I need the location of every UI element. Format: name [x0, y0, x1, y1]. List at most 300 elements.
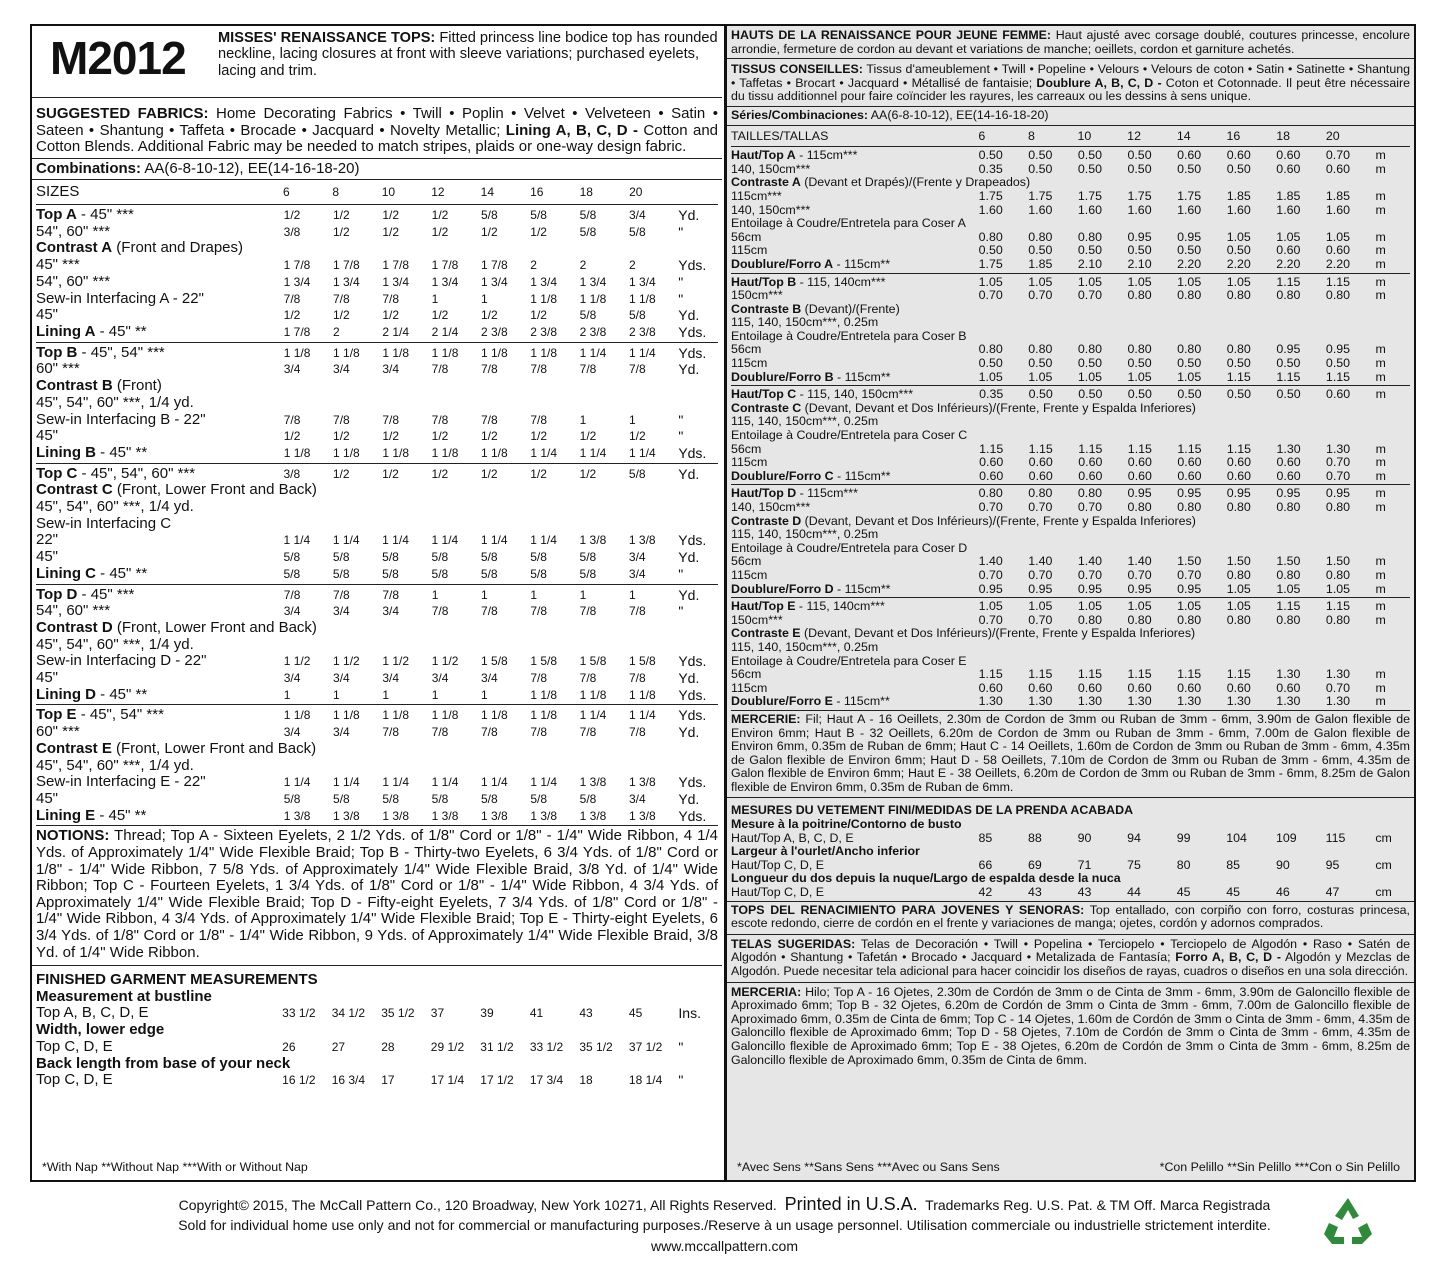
yardage-value: 5/8 [333, 791, 350, 806]
sold-notice: Sold for individual home use only and not for commercial or manufacturing purposes./Reserve à un usage personnel. Utilisation commerciale ou industrielle strictement interdite. [178, 1217, 1271, 1233]
yardage-value: 1 3/8 [283, 808, 311, 823]
yardage-row [36, 395, 718, 412]
yardage-value: 0.70 [1028, 288, 1053, 303]
row-label: 45", 54", 60" ***, 1/4 yd. [36, 498, 194, 516]
measurement-value: 39 [480, 1006, 494, 1021]
yardage-unit: m [1375, 148, 1386, 163]
yardage-unit: m [1375, 256, 1386, 271]
yardage-row [36, 257, 718, 274]
yardage-row [36, 499, 718, 516]
yardage-value: 5/8 [480, 208, 498, 223]
row-label: Contrast A [36, 239, 113, 257]
yardage-value: 0.95 [1325, 486, 1351, 501]
yardage-value: 0.50 [1077, 161, 1102, 176]
yardage-row [36, 224, 718, 241]
row-label-cell [36, 587, 284, 604]
yardage-row [36, 603, 718, 620]
measurement-value: 18 1/4 [628, 1073, 663, 1088]
pattern-title: MISSES' RENAISSANCE TOPS: [218, 30, 436, 46]
yardage-value: 1.30 [1325, 694, 1351, 709]
yardage-row [731, 695, 1410, 709]
yardage-value: 0.70 [978, 612, 1003, 627]
yardage-value: 1.30 [1028, 694, 1053, 709]
yardage-value: 1.50 [1325, 554, 1351, 569]
finished-measurements-fr [727, 798, 1414, 901]
yardage-row [36, 445, 718, 462]
row-label: Contrast B [36, 377, 113, 395]
row-label-cell [731, 149, 979, 163]
yardage-row [36, 532, 718, 549]
yardage-value: 1 1/8 [382, 708, 410, 723]
yardage-value: 1.05 [1325, 229, 1351, 244]
yardage-value: 1.85 [1276, 188, 1301, 203]
yardage-value: 1/2 [283, 208, 301, 223]
yardage-value: 0.60 [1276, 468, 1301, 483]
sizes-header [36, 180, 718, 205]
unit-header [1376, 130, 1410, 144]
yardage-value: 0.60 [1177, 468, 1202, 483]
row-sublabel: - 45" ** [95, 806, 147, 824]
yardage-unit: m [1375, 356, 1386, 371]
yardage-row [36, 412, 718, 429]
view-group [36, 464, 718, 585]
yardage-value: 0.95 [1177, 229, 1202, 244]
yardage-value: 0.60 [1028, 468, 1053, 483]
yardage-value: 1.05 [1177, 369, 1202, 384]
yardage-value: 0.70 [978, 500, 1003, 514]
measurement-value: 90 [1275, 857, 1290, 872]
row-label: Top C [36, 464, 78, 482]
yardage-value: 0.80 [1077, 612, 1102, 627]
yardage-value: 1/2 [431, 466, 449, 481]
yardage-unit: m [1375, 599, 1386, 614]
yardage-value: 0.60 [1226, 680, 1251, 695]
row-label: 115, 140, 150cm***, 0.25m [731, 527, 879, 542]
size-header: 10 [381, 185, 396, 200]
yardage-value: 1 [382, 687, 390, 702]
yardage-row [731, 258, 1410, 272]
unit-header [679, 184, 718, 201]
measurement-value: 35 1/2 [579, 1039, 613, 1054]
yardage-value: 7/8 [431, 604, 449, 619]
row-label-cell [731, 388, 979, 402]
yardage-unit: m [1375, 486, 1386, 501]
row-label: 140, 150cm*** [731, 500, 811, 514]
yardage-value: 1 [579, 412, 587, 427]
yardage-row [36, 466, 718, 483]
row-label-cell [36, 620, 718, 637]
yardage-value: 0.70 [1028, 567, 1053, 582]
yardage-value: 0.60 [1078, 455, 1103, 470]
yardage-value: 1 [628, 412, 636, 427]
yardage-value: 0.95 [1127, 229, 1152, 244]
yardage-value: 2.10 [1077, 256, 1102, 271]
yardage-value: 0.95 [978, 581, 1003, 596]
row-label-cell [36, 240, 718, 257]
yardage-value: 1.15 [1177, 667, 1202, 682]
yardage-value: 0.70 [1077, 567, 1102, 582]
row-label-cell [36, 482, 718, 499]
row-label-cell [731, 641, 1410, 655]
yardage-value: 1.05 [1028, 599, 1053, 614]
row-label: Entoilage à Coudre/Entretela para Coser D [731, 540, 968, 555]
french-spanish-column [724, 26, 1414, 1180]
yardage-unit: Yd. [678, 670, 700, 687]
yardage-value: 0.50 [1077, 356, 1102, 371]
row-label-cell [36, 395, 718, 412]
measurement-heading: Measurement at bustline [36, 987, 212, 1005]
row-sublabel: (Front, Lower Front and Back) [112, 481, 317, 499]
yardage-value: 0.80 [1127, 342, 1152, 357]
yardage-value: 1.60 [978, 202, 1003, 217]
yardage-value: 1/2 [382, 429, 400, 444]
view-group [731, 147, 1410, 273]
row-label-cell [36, 758, 718, 775]
yardage-value: 5/8 [628, 466, 646, 481]
yardage-value: 1 1/4 [530, 775, 558, 790]
row-label-cell [731, 217, 1410, 231]
yardage-value: 1 1/8 [283, 708, 311, 723]
yardage-value: 0.80 [1127, 612, 1152, 627]
yardage-row [36, 808, 718, 825]
yardage-row [36, 620, 718, 637]
measurement-heading-row [36, 1056, 718, 1073]
row-label: Lining E [36, 806, 96, 824]
yardage-value: 1 3/8 [579, 808, 607, 823]
row-label-cell [36, 670, 284, 687]
yardage-value: 1 3/8 [628, 533, 656, 548]
yardage-unit: m [1375, 243, 1386, 258]
pattern-description: MISSES' RENAISSANCE TOPS: Fitted princess line bodice top has rounded neckline, lacing closures at front with sleeve variations; purchased eyelets, lacing and trim. [218, 30, 718, 79]
yardage-value: 0.80 [1276, 288, 1301, 303]
row-label-cell [36, 653, 284, 670]
yardage-value: 1.05 [1028, 369, 1053, 384]
yardage-value: 1 1/4 [530, 533, 557, 548]
yardage-value: 1.30 [1325, 667, 1351, 682]
notions-fr: MERCERIE: Fil; Haut A - 16 Oeillets, 2.30m de Cordon de 3mm ou Ruban de 3mm - 6mm, 3.90m de Galon flexible de Environ 6mm; Haut B - 32 Oeillets, 6.20m de Cordon de 3mm ou Ruban de 3mm - 6mm, 7.00m de Galon flexible de Environ 6mm, 0.35m de Ruban de 6mm; Haut C - 14 Oeillets, 1.60m de Cordon de 3mm ou Ruban de 3mm - 6mm, 4.35m de Galon flexible de Environ 6mm; Haut D - 58 Oeillets, 7.10m de Cordon de 3mm ou Ruban de 3mm - 6mm, 4.35m de Galon flexible de Environ 6mm; Haut E - 38 Oeillets, 6.20m de Cordon de 3mm ou Ruban de 3mm - 6mm, 8.25m de Galon flexible de Environ 6mm, 0.35m de Ruban de 6mm. [727, 711, 1414, 799]
yardage-value: 7/8 [283, 412, 301, 427]
yardage-row [731, 388, 1410, 402]
yardage-row [731, 487, 1410, 501]
yardage-value: 0.80 [1077, 486, 1102, 501]
yardage-unit: m [1375, 161, 1386, 176]
yardage-value: 1 7/8 [431, 258, 459, 273]
row-label-cell [36, 412, 284, 429]
measurement-unit: cm [1375, 857, 1392, 872]
yardage-value: 0.80 [1226, 288, 1251, 303]
measurement-unit: " [678, 1072, 684, 1089]
website-url: www.mccallpattern.com [650, 1238, 799, 1254]
size-header: 14 [1176, 128, 1191, 143]
yardage-row [731, 343, 1410, 357]
yardage-value: 3/4 [382, 362, 400, 377]
measurement-label: Haut/Top A, B, C, D, E [731, 830, 854, 845]
row-sublabel: - 115cm** [833, 256, 891, 271]
notions-en: NOTIONS: Thread; Top A - Sixteen Eyelets, 2 1/2 Yds. of 1/8" Cord or 1/8" - 1/4" Wide Ribbon, 4 1/4 Yds. of Approximately 1/4" Wide Flexible Braid; Top B - Thirty-two Eyelets, 6 3/4 Yds. of 1/8" Cord or 1/8" - 1/4" Wide Ribbon, 7 5/8 Yds. of Approximately 1/4" Wide Flexible Braid, 3/8 Yd. of 1/4" Wide Ribbon; Top C - Fourteen Eyelets, 1 3/4 Yds. of 1/8" Cord or 1/8" - 1/4" Wide Ribbon, 4 3/4 Yds. of Approximately 1/4" Wide Flexible Braid; Top D - Fifty-eight Eyelets, 7 3/4 Yds. of 1/8" Cord or 1/8" - 1/4" Wide Ribbon, 4 3/4 Yds. of Approximately 1/4" Wide Flexible Braid; Top E - Thirty-eight Eyelets, 6 3/4 Yds. of 1/8" Cord or 1/8" - 1/4" Wide Ribbon, 9 Yds. of Approximately 1/4" Wide Flexible Braid, 3/8 Yd. of 1/4" Wide Ribbon. [32, 826, 722, 966]
yardage-value: 1.15 [1325, 369, 1351, 384]
row-label: 115, 140, 150cm***, 0.25m [731, 315, 879, 330]
yardage-value: 0.60 [979, 468, 1004, 483]
yardage-value: 0.95 [1177, 581, 1202, 596]
row-label: Entoilage à Coudre/Entretela para Coser A [731, 216, 966, 231]
measurement-label: Haut/Top C, D, E [731, 857, 824, 872]
yardage-value: 0.80 [1028, 486, 1053, 501]
measurement-value: 27 [331, 1039, 346, 1054]
measurement-row [36, 1005, 718, 1022]
size-header: 16 [1226, 128, 1241, 143]
row-label-cell [731, 655, 1410, 669]
yardage-value: 1.15 [1127, 441, 1152, 456]
row-label: 45" [36, 306, 59, 324]
yardage-value: 1 1/2 [382, 654, 410, 669]
yardage-value: 1.05 [1177, 274, 1202, 289]
yardage-value: 1 [431, 291, 439, 306]
yardage-value: 7/8 [530, 362, 548, 377]
row-label-cell [731, 583, 979, 597]
yardage-value: 5/8 [628, 224, 646, 239]
yardage-value: 3/4 [628, 208, 646, 223]
row-label: 56cm [731, 229, 762, 244]
yardage-unit: m [1375, 288, 1386, 303]
measurement-heading-row [731, 845, 1410, 859]
yardage-value: 1/2 [382, 224, 399, 239]
yardage-value: 1 1/4 [628, 708, 656, 723]
yardage-value: 0.80 [1226, 567, 1251, 582]
yardage-value: 2.20 [1276, 256, 1301, 271]
yardage-unit: m [1375, 680, 1386, 695]
yardage-value: 2 3/8 [530, 325, 557, 339]
yardage-value: 1.15 [1127, 667, 1152, 682]
pattern-number: M2012 [50, 32, 186, 84]
row-label: Sew-in Interfacing C [36, 514, 172, 532]
pattern-envelope-back [30, 24, 1416, 1182]
yardage-value: 2.10 [1127, 256, 1152, 271]
row-label: 45" [36, 789, 59, 807]
yardage-value: 1 1/8 [628, 291, 656, 306]
row-label: Contraste D [731, 513, 802, 528]
row-label: 45" *** [36, 256, 80, 274]
sizes-header [731, 126, 1410, 148]
yardage-value: 0.70 [1325, 680, 1351, 695]
yardage-value: 0.60 [1325, 243, 1351, 258]
yardage-value: 1.60 [1127, 202, 1152, 217]
fgm-title-fr: MESURES DU VETEMENT FINI/MEDIDAS DE LA PRENDA ACABADA [731, 803, 1134, 818]
yardage-value: 0.50 [1177, 161, 1202, 176]
yardage-value: 1.15 [979, 441, 1004, 456]
yardage-value: 1.05 [978, 274, 1003, 289]
yardage-unit: Yd. [678, 207, 700, 224]
yardage-value: 0.60 [1028, 680, 1053, 695]
row-label: 115cm [731, 567, 768, 582]
yardage-unit: Yds. [678, 774, 707, 791]
yardage-unit: Yds. [678, 257, 707, 274]
yardage-unit: Yds. [678, 807, 707, 824]
yardage-value: 1/2 [382, 466, 399, 481]
row-label-cell [731, 515, 1410, 529]
row-label: Doublure/Forro C [731, 468, 834, 483]
yardage-value: 3/4 [382, 671, 400, 686]
printed-in: Printed in U.S.A. [784, 1194, 918, 1214]
row-label-cell [36, 741, 718, 758]
yardage-value: 0.60 [1078, 468, 1103, 483]
measurement-row [731, 886, 1410, 900]
yardage-row [731, 231, 1410, 245]
yardage-value: 5/8 [332, 566, 350, 581]
yardage-value: 2 1/4 [382, 325, 410, 339]
yardage-value: 0.95 [1127, 581, 1152, 596]
yardage-value: 0.80 [978, 229, 1003, 244]
yardage-value: 5/8 [283, 566, 301, 581]
yardage-value: 1.05 [1077, 369, 1102, 384]
yardage-value: 1 1/8 [283, 345, 311, 360]
yardage-value: 5/8 [382, 791, 400, 806]
size-header: 8 [1027, 128, 1035, 143]
yardage-value: 1 [431, 687, 439, 702]
measurement-value: 69 [1028, 857, 1042, 872]
yardage-value: 5/8 [431, 791, 449, 806]
yardage-row [731, 443, 1410, 457]
yardage-value: 7/8 [629, 671, 646, 686]
yardage-value: 1.15 [1226, 667, 1251, 682]
measurement-value: 104 [1226, 830, 1247, 845]
yardage-value: 1/2 [530, 308, 547, 323]
yardage-unit: " [678, 290, 684, 307]
yardage-value: 0.50 [1226, 243, 1251, 258]
yardage-value: 1.30 [1276, 667, 1301, 682]
yardage-value: 1.50 [1226, 554, 1251, 569]
yardage-value: 1/2 [530, 224, 547, 239]
yardage-row [36, 207, 718, 224]
yardage-value: 1 3/4 [628, 274, 656, 289]
measurement-heading: Longueur du dos depuis la nuque/Largo de espalda desde la nuca [731, 871, 1121, 886]
yardage-row [36, 670, 718, 687]
yardage-value: 3/4 [382, 604, 400, 619]
row-label-cell [731, 487, 979, 501]
measurement-value: 66 [978, 857, 993, 872]
row-label: Entoilage à Coudre/Entretela para Coser B [731, 328, 967, 343]
yardage-row [731, 276, 1410, 290]
yardage-value: 1.40 [1077, 554, 1102, 569]
yardage-value: 1 1/4 [382, 533, 409, 548]
yardage-value: 1.05 [1127, 369, 1152, 384]
yardage-value: 2 [628, 258, 636, 273]
yardage-unit: m [1375, 387, 1386, 402]
measurement-value: 33 1/2 [282, 1006, 316, 1021]
measurement-value: 88 [1028, 830, 1042, 845]
yardage-value: 0.70 [978, 567, 1003, 582]
view-group [731, 274, 1410, 387]
yardage-value: 1 1/8 [481, 345, 508, 360]
yardage-value: 1 1/8 [333, 445, 360, 460]
yardage-row [731, 204, 1410, 218]
yardage-value: 1.05 [1226, 274, 1251, 289]
row-sublabel: (Front, Lower Front and Back) [111, 739, 317, 757]
yardage-value: 2 3/8 [628, 325, 656, 339]
yardage-value: 1 1/8 [629, 687, 656, 702]
yardage-value: 1.05 [978, 369, 1003, 384]
row-label: Sew-in Interfacing E - 22" [36, 773, 206, 791]
row-label: 45", 54", 60" ***, 1/4 yd. [36, 635, 194, 653]
row-label: 140, 150cm*** [731, 202, 811, 217]
yardage-table-en [32, 180, 722, 826]
yardage-value: 0.60 [1127, 680, 1152, 695]
yardage-value: 5/8 [579, 308, 597, 323]
yardage-unit: m [1375, 202, 1386, 217]
measurement-unit: cm [1375, 830, 1392, 845]
yardage-value: 1 1/4 [283, 533, 311, 548]
row-sublabel: - 115cm** [832, 694, 890, 709]
yardage-unit: m [1375, 612, 1386, 627]
yardage-value: 1 1/4 [530, 445, 558, 460]
yardage-row [36, 707, 718, 724]
yardage-row [731, 583, 1410, 597]
yardage-value: 2.20 [1325, 256, 1351, 271]
yardage-value: 0.60 [1276, 148, 1301, 163]
yardage-value: 1/2 [628, 429, 646, 444]
size-header: 12 [1127, 128, 1141, 143]
row-sublabel: - 115cm** [833, 369, 891, 384]
row-sublabel: - 45", 54", 60" *** [77, 464, 196, 482]
yardage-value: 0.95 [1276, 342, 1301, 357]
yardage-value: 5/8 [579, 224, 597, 239]
measurement-label: Haut/Top C, D, E [731, 885, 824, 900]
yardage-row [731, 371, 1410, 385]
yardage-value: 1.05 [1226, 229, 1251, 244]
yardage-row [731, 682, 1410, 696]
yardage-value: 1 1/8 [283, 445, 311, 460]
yardage-value: 1 1/8 [431, 708, 459, 723]
yardage-row [36, 741, 718, 758]
yardage-row [36, 758, 718, 775]
yardage-value: 1.60 [1077, 202, 1102, 217]
row-sublabel: - 115cm*** [795, 148, 858, 163]
measurement-row [731, 832, 1410, 846]
yardage-value: 1.05 [1127, 599, 1152, 614]
yardage-row [36, 307, 718, 324]
measurement-value: 43 [1028, 885, 1042, 900]
yardage-value: 0.95 [1077, 581, 1102, 596]
yardage-value: 0.80 [1325, 567, 1351, 582]
row-label-cell [731, 276, 979, 290]
size-header: 10 [1077, 128, 1092, 143]
yardage-value: 0.50 [1276, 387, 1301, 402]
yardage-value: 1 1/4 [333, 775, 360, 790]
size-header: 20 [629, 185, 643, 200]
yardage-unit: " [678, 565, 684, 582]
yardage-unit: Yds. [678, 707, 707, 724]
row-label-cell [36, 774, 284, 791]
yardage-value: 0.50 [1177, 356, 1202, 371]
yardage-value: 7/8 [481, 604, 498, 619]
yardage-value: 3/4 [283, 725, 301, 740]
yardage-value: 0.60 [1325, 161, 1351, 176]
yardage-row [731, 415, 1410, 429]
yardage-row [731, 641, 1410, 655]
yardage-value: 1.85 [1325, 188, 1351, 203]
yardage-value: 7/8 [382, 725, 400, 740]
yardage-value: 1.30 [1077, 694, 1102, 709]
row-label: Entoilage à Coudre/Entretela para Coser C [731, 428, 968, 443]
row-label: 60" *** [36, 723, 80, 741]
row-label: Lining B [36, 443, 96, 461]
yardage-value: 1 3/8 [579, 533, 607, 548]
yardage-value: 1 [431, 587, 439, 602]
row-sublabel: - 45" ** [96, 685, 148, 703]
yardage-value: 1 5/8 [579, 654, 607, 669]
row-label: 45" [36, 669, 59, 687]
yardage-value: 1 1/4 [431, 775, 459, 790]
row-label-cell [731, 316, 1410, 330]
